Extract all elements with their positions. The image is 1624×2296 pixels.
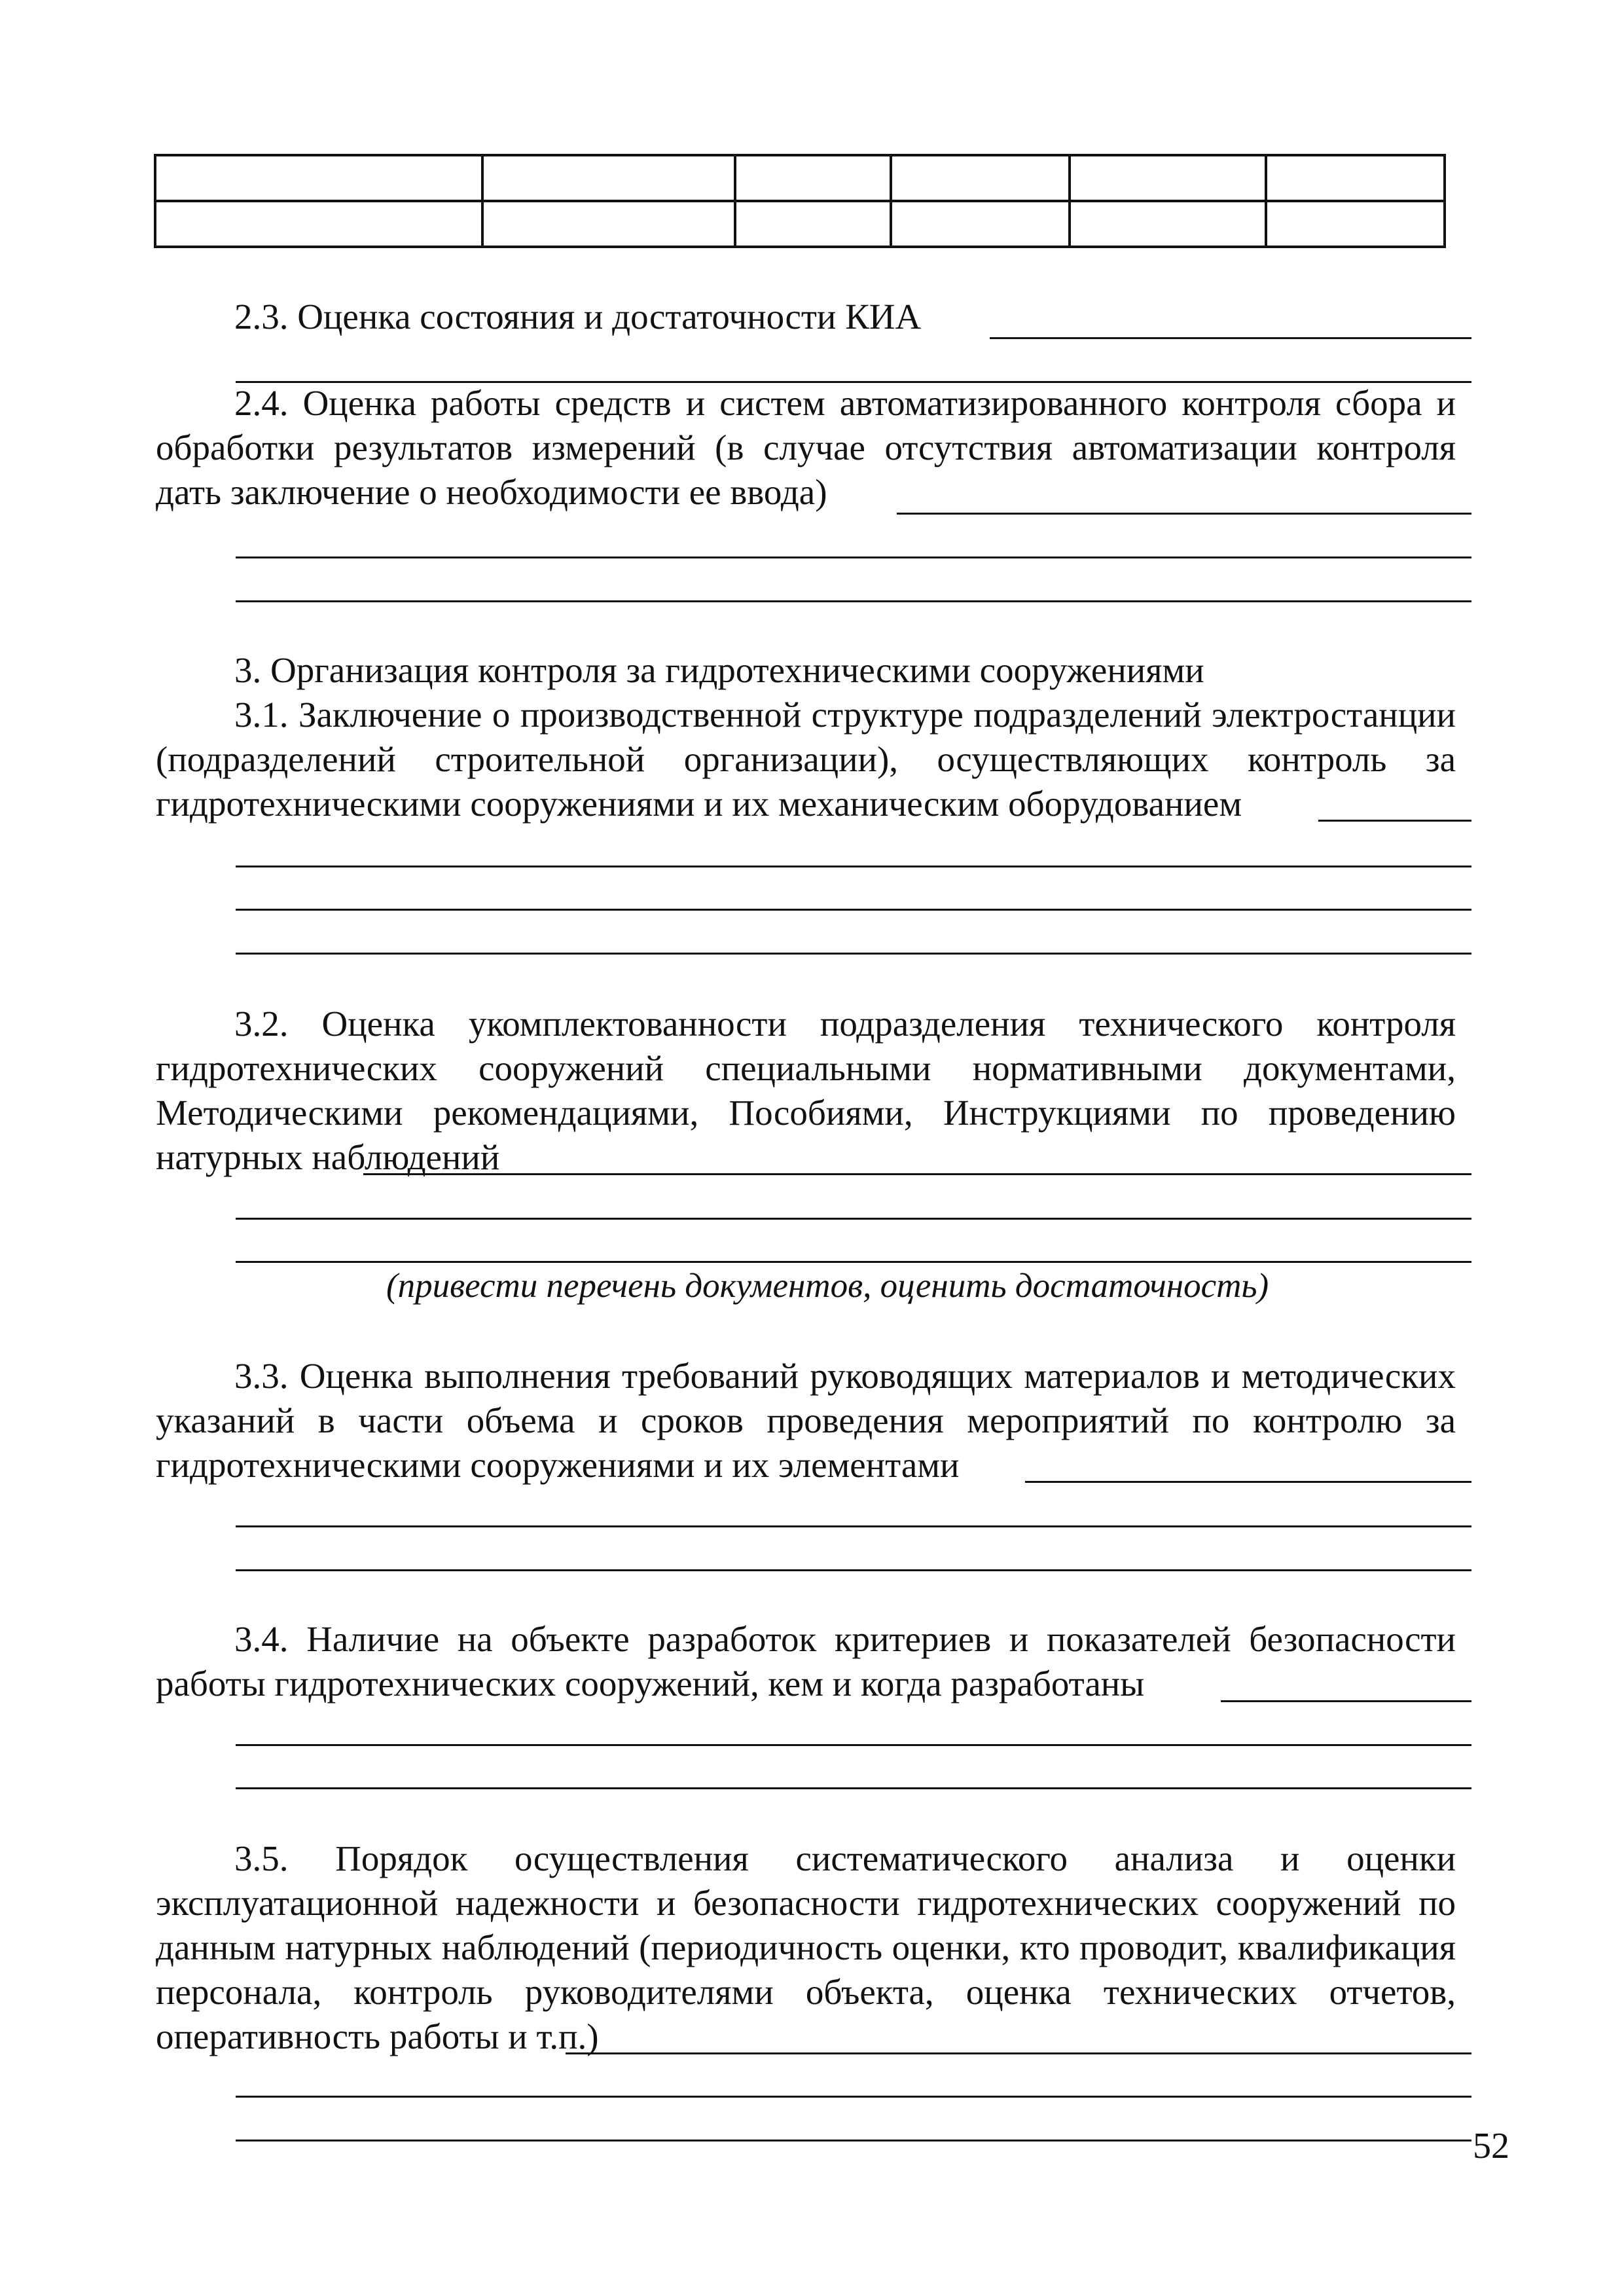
table-cell[interactable] bbox=[155, 155, 482, 201]
answer-line[interactable] bbox=[1221, 1700, 1471, 1702]
table-cell[interactable] bbox=[155, 201, 482, 247]
table-cell[interactable] bbox=[1070, 201, 1266, 247]
section-3-heading: 3. Организация контроля за гидротехническими сооружениями bbox=[234, 650, 1204, 690]
section-3-3-text: 3.3. Оценка выполнения требований руководящих материалов и методических указаний в части объема и сроков проведения мероприятий по контролю за гидротехническими сооружениями и их элементами bbox=[156, 1356, 1456, 1485]
answer-line[interactable] bbox=[236, 1744, 1471, 1746]
answer-line[interactable] bbox=[236, 953, 1471, 955]
answer-line[interactable] bbox=[990, 337, 1471, 339]
table-cell[interactable] bbox=[891, 201, 1070, 247]
table-cell[interactable] bbox=[1266, 201, 1445, 247]
answer-line[interactable] bbox=[236, 1787, 1471, 1789]
answer-line[interactable] bbox=[897, 513, 1471, 515]
table-cell[interactable] bbox=[1070, 155, 1266, 201]
table-cell[interactable] bbox=[891, 155, 1070, 201]
answer-line[interactable] bbox=[1025, 1481, 1471, 1483]
answer-line[interactable] bbox=[236, 1261, 1471, 1263]
table-cell[interactable] bbox=[735, 201, 891, 247]
table-cell[interactable] bbox=[735, 155, 891, 201]
section-3-5-text: 3.5. Порядок осуществления систематического анализа и оценки эксплуатационной надежности и безопасности гидротехнических сооружений по данным натурных наблюдений (периодичность оценки, кто проводит, квалификация персонала, контроль руководителями объекта, оценка технических отчетов, оперативность работы и т.п.) bbox=[156, 1838, 1456, 2056]
answer-line[interactable] bbox=[236, 866, 1471, 867]
answer-line[interactable] bbox=[236, 556, 1471, 558]
answer-line[interactable] bbox=[236, 909, 1471, 911]
answer-line[interactable] bbox=[236, 2140, 1471, 2141]
answer-line[interactable] bbox=[236, 2096, 1471, 2098]
section-3-2-text: 3.2. Оценка укомплектованности подразделения технического контроля гидротехнических сооружений специальными нормативными документами, Методическими рекомендациями, Пособиями, Инструкциями по проведению натурных наблюдений bbox=[156, 1004, 1456, 1177]
table-cell[interactable] bbox=[482, 201, 735, 247]
empty-table bbox=[154, 154, 1446, 248]
answer-line[interactable] bbox=[236, 1525, 1471, 1527]
answer-line[interactable] bbox=[363, 1173, 1471, 1175]
answer-line[interactable] bbox=[236, 1218, 1471, 1220]
page-number: 52 bbox=[1473, 2126, 1509, 2166]
table-cell[interactable] bbox=[1266, 155, 1445, 201]
section-3-1-text: 3.1. Заключение о производственной структуре подразделений электростанции (подразделений строительной организации), осуществляющих контроль за гидротехническими сооружениями и их механическим оборудованием bbox=[156, 695, 1456, 824]
section-3-2-caption: (привести перечень документов, оценить достаточность) bbox=[386, 1267, 1269, 1305]
table-cell[interactable] bbox=[482, 155, 735, 201]
table-row bbox=[155, 201, 1445, 247]
answer-line[interactable] bbox=[236, 1569, 1471, 1571]
section-2-3-text: 2.3. Оценка состояния и достаточности КИА bbox=[234, 297, 922, 337]
answer-line[interactable] bbox=[236, 600, 1471, 602]
answer-line[interactable] bbox=[1318, 820, 1471, 822]
section-3-4-text: 3.4. Наличие на объекте разработок критериев и показателей безопасности работы гидротехнических сооружений, кем и когда разработаны bbox=[156, 1619, 1456, 1704]
answer-line[interactable] bbox=[566, 2052, 1471, 2054]
table-row bbox=[155, 155, 1445, 201]
section-2-4-text: 2.4. Оценка работы средств и систем автоматизированного контроля сбора и обработки результатов измерений (в случае отсутствия автоматизации контроля дать заключение о необходимости ее ввода) bbox=[156, 383, 1456, 512]
